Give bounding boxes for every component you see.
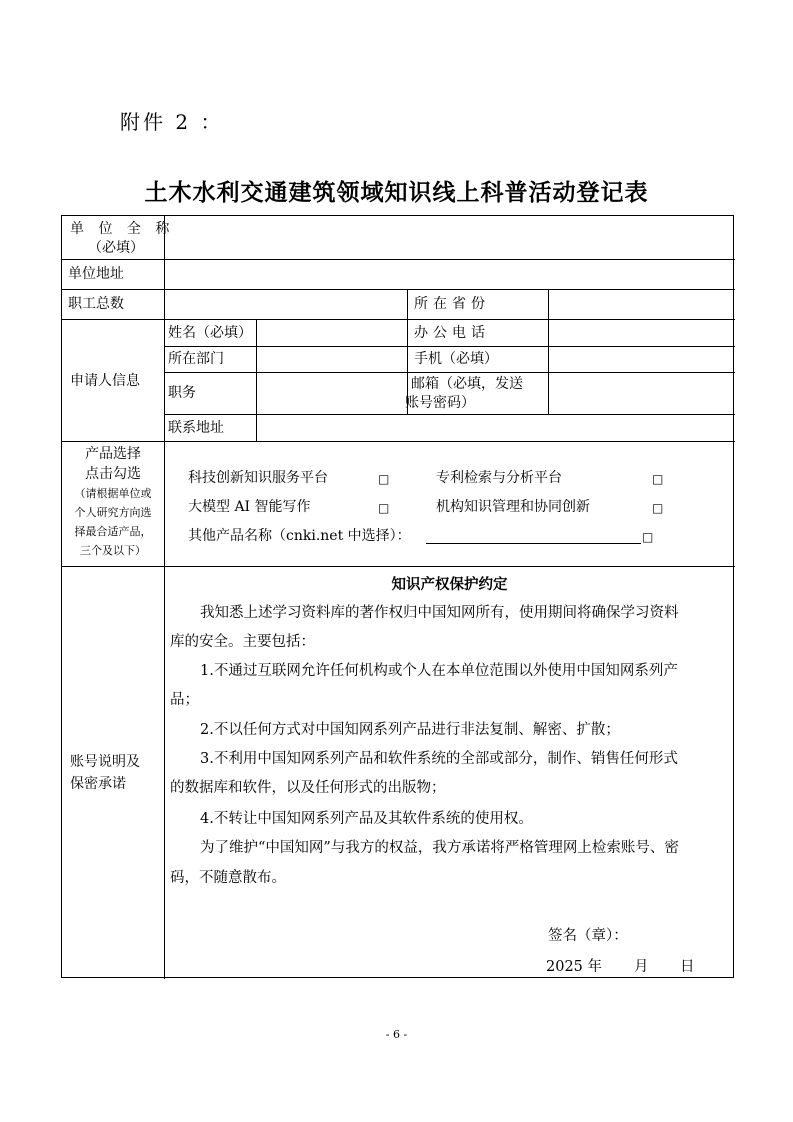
checkbox-patent[interactable]: □ xyxy=(652,472,664,486)
product-select-hint: 点击勾选 xyxy=(85,466,141,482)
unit-name-required: （必填） xyxy=(88,240,144,256)
product-note: 三个及以下） xyxy=(80,544,146,557)
product-select-label: 产品选择 xyxy=(85,446,141,462)
other-product-input-line[interactable] xyxy=(426,543,641,544)
column-divider xyxy=(548,289,549,414)
applicant-info-label: 申请人信息 xyxy=(70,373,140,389)
agreement-paragraph: 我知悉上述学习资料库的著作权归中国知网所有，使用期间将确保学习资料 xyxy=(200,605,679,621)
registration-form xyxy=(61,215,734,978)
product-option-patent: 专利检索与分析平台 xyxy=(436,470,562,486)
department-label: 所在部门 xyxy=(168,351,224,367)
checkbox-knowledge-mgmt[interactable]: □ xyxy=(652,501,664,515)
checkbox-ai-writing[interactable]: □ xyxy=(378,501,390,515)
agreement-item: 3.不利用中国知网系列产品和软件系统的全部或部分，制作、销售任何形式 xyxy=(200,751,678,767)
column-divider xyxy=(164,216,165,979)
row-divider xyxy=(62,441,735,442)
date-day: 日 xyxy=(680,959,695,975)
column-divider xyxy=(256,319,257,441)
signature-label: 签名（章）： xyxy=(548,928,628,944)
product-option-tech-innovation: 科技创新知识服务平台 xyxy=(188,470,328,486)
checkbox-tech-innovation[interactable]: □ xyxy=(378,472,390,486)
date-month: 月 xyxy=(634,959,649,975)
row-divider xyxy=(62,319,735,320)
agreement-item: 的数据库和软件，以及任何形式的出版物； xyxy=(170,780,446,796)
agreement-item: 1.不通过互联网允许任何机构或个人在本单位范围以外使用中国知网系列产 xyxy=(200,663,678,679)
province-label: 所在省份 xyxy=(414,296,490,312)
row-divider xyxy=(62,566,735,567)
unit-address-label: 单位地址 xyxy=(68,266,124,282)
row-divider xyxy=(164,414,735,415)
product-note: 个人研究方向选 xyxy=(74,506,152,519)
mobile-label: 手机（必填） xyxy=(414,351,498,367)
product-option-other: 其他产品名称（cnki.net 中选择）： xyxy=(188,528,411,544)
row-divider xyxy=(164,372,735,373)
agreement-label: 账号说明及 xyxy=(70,754,140,770)
position-label: 职务 xyxy=(168,385,196,401)
date-year: 2025 年 xyxy=(546,959,603,975)
agreement-item: 品； xyxy=(170,692,199,708)
row-divider xyxy=(62,289,735,290)
email-label: 邮箱（必填，发送 xyxy=(411,376,523,392)
checkbox-other[interactable]: □ xyxy=(642,530,654,544)
agreement-closing: 码，不随意散布。 xyxy=(170,870,286,886)
contact-address-label: 联系地址 xyxy=(168,420,224,436)
email-label-note: 账号密码） xyxy=(405,395,475,411)
product-option-knowledge-mgmt: 机构知识管理和协同创新 xyxy=(436,499,590,515)
office-phone-label: 办公电话 xyxy=(414,325,490,341)
form-title: 土木水利交通建筑领域知识线上科普活动登记表 xyxy=(144,179,649,206)
agreement-closing: 为了维护“中国知网”与我方的权益，我方承诺将严格管理网上检索账号、密 xyxy=(200,840,679,856)
row-divider xyxy=(164,346,735,347)
product-note: （请根据单位或 xyxy=(74,487,152,500)
agreement-label: 保密承诺 xyxy=(70,776,126,792)
name-label: 姓名（必填） xyxy=(168,325,252,341)
page-number: - 6 - xyxy=(385,1028,408,1041)
product-note: 择最合适产品， xyxy=(74,525,152,538)
agreement-item: 4.不转让中国知网系列产品及其软件系统的使用权。 xyxy=(200,811,533,827)
product-option-ai-writing: 大模型 AI 智能写作 xyxy=(188,499,311,515)
staff-total-label: 职工总数 xyxy=(68,296,124,312)
attachment-label: 附件 2 ： xyxy=(120,110,224,134)
unit-name-label: 单 位 全 称 xyxy=(70,221,175,237)
row-divider xyxy=(62,259,735,260)
agreement-heading: 知识产权保护约定 xyxy=(391,576,508,593)
agreement-paragraph: 库的安全。主要包括： xyxy=(170,634,315,650)
agreement-item: 2.不以任何方式对中国知网系列产品进行非法复制、解密、扩散； xyxy=(200,722,620,738)
